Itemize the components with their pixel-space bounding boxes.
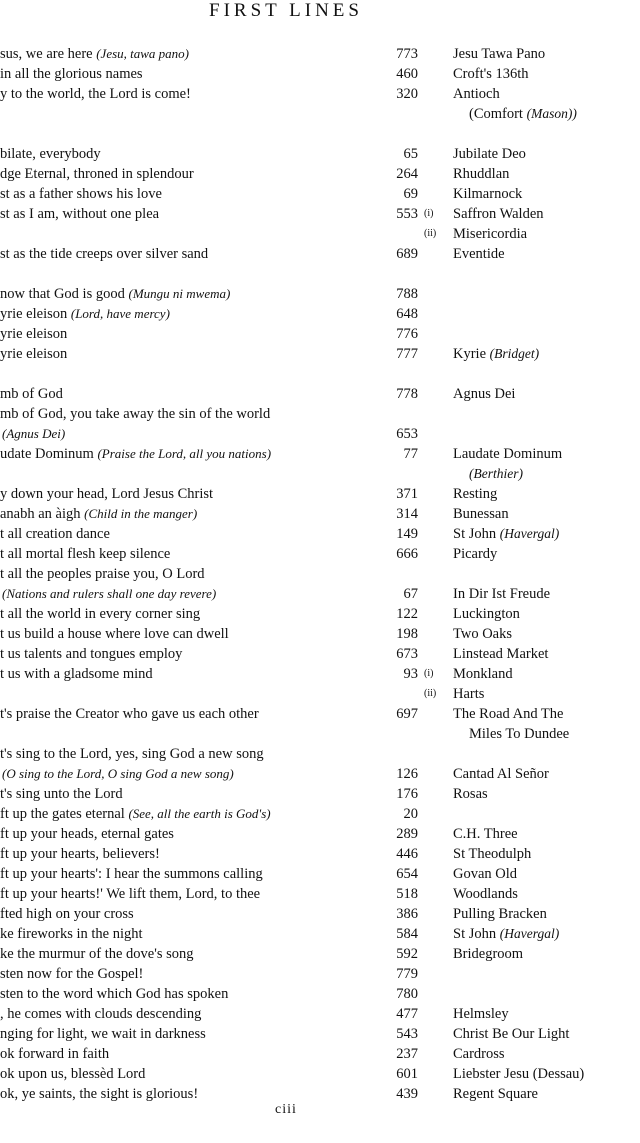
hymn-number: 122 (396, 606, 418, 622)
tune-title: Christ Be Our Light (453, 1026, 570, 1042)
index-entry (0, 684, 640, 704)
tune-title: Agnus Dei (453, 386, 516, 402)
hymn-number: 773 (396, 46, 418, 62)
index-entry (0, 444, 640, 484)
tune-title: St John (453, 926, 500, 942)
first-line: mb of God (0, 386, 63, 402)
tune-title: St Theodulph (453, 846, 532, 862)
tune-option-marker: (i) (424, 208, 434, 219)
index-entry (0, 584, 640, 604)
tune-title: Rosas (453, 786, 488, 802)
first-line-text (0, 304, 388, 324)
tune-name (453, 784, 640, 804)
hymn-number: 386 (396, 906, 418, 922)
first-line-translation: (Agnus Dei) (2, 426, 66, 441)
tune-name (453, 1024, 640, 1044)
tune-title: Eventide (453, 246, 505, 262)
tune-title: Two Oaks (453, 626, 512, 642)
first-line-text (0, 204, 388, 224)
tune-continuation (453, 104, 640, 124)
hymn-number: 673 (396, 646, 418, 662)
index-entry (0, 524, 640, 544)
tune-title: Jubilate Deo (453, 146, 526, 162)
tune-title: Luckington (453, 606, 520, 622)
first-line-translation: (Nations and rulers shall one day revere) (2, 586, 217, 601)
tune-title: Resting (453, 486, 498, 502)
first-line-translation: (Lord, have mercy) (70, 306, 170, 321)
first-line-text (0, 524, 388, 544)
tune-title: Woodlands (453, 886, 518, 902)
first-line: y to the world, the Lord is come! (0, 86, 191, 102)
first-line-text (0, 944, 388, 964)
index-entry (0, 1044, 640, 1064)
hymn-number: 371 (396, 486, 418, 502)
first-line: ok upon us, blessèd Lord (0, 1066, 146, 1082)
index-entry (0, 604, 640, 624)
first-line-text (0, 864, 388, 884)
first-line-text (0, 924, 388, 944)
first-line-text (0, 564, 388, 584)
first-line-text (0, 744, 388, 764)
first-line: sten now for the Gospel! (0, 966, 144, 982)
first-line-text (0, 1044, 388, 1064)
first-line: yrie eleison (0, 306, 71, 322)
tune-continuation-composer: (Mason)) (526, 106, 577, 121)
first-line: now that God is good (0, 286, 129, 302)
tune-title: Govan Old (453, 866, 518, 882)
first-line: ok forward in faith (0, 1046, 110, 1062)
index-entry (0, 844, 640, 864)
first-line: t all the world in every corner sing (0, 606, 201, 622)
hymn-number: 778 (396, 386, 418, 402)
hymn-number: 553 (396, 206, 418, 222)
tune-name (453, 484, 640, 504)
first-line-text (2, 584, 390, 604)
tune-name (453, 184, 640, 204)
first-line: nging for light, we wait in darkness (0, 1026, 206, 1042)
tune-title: In Dir Ist Freude (453, 586, 551, 602)
hymn-number: 198 (396, 626, 418, 642)
first-line: st as a father shows his love (0, 186, 162, 202)
hymn-number: 653 (396, 426, 418, 442)
tune-title: C.H. Three (453, 826, 518, 842)
first-line-translation: (Praise the Lord, all you nations) (97, 446, 272, 461)
tune-title: The Road And The (453, 706, 564, 722)
first-line: t all mortal flesh keep silence (0, 546, 171, 562)
tune-title: Jesu Tawa Pano (453, 46, 546, 62)
first-line: st as I am, without one plea (0, 206, 160, 222)
index-entry (0, 1024, 640, 1044)
first-line-text (0, 884, 388, 904)
index-entry (0, 804, 640, 824)
first-line: mb of God, you take away the sin of the world (0, 406, 271, 422)
hymn-number: 93 (403, 666, 418, 682)
hymn-number: 126 (396, 766, 418, 782)
index-entry (0, 224, 640, 244)
tune-name (453, 824, 640, 844)
hymn-number: 176 (396, 786, 418, 802)
tune-name (453, 444, 640, 484)
first-lines-index (0, 44, 640, 1104)
first-line: ft up your heads, eternal gates (0, 826, 174, 842)
first-line-text (0, 624, 388, 644)
hymn-number: 592 (396, 946, 418, 962)
first-line-text (0, 164, 388, 184)
tune-name (453, 864, 640, 884)
tune-title: St John (453, 526, 500, 542)
first-line-text (0, 144, 388, 164)
first-line-text (0, 964, 388, 984)
first-line: ft up your hearts!' We lift them, Lord, to thee (0, 886, 261, 902)
first-line-text (0, 84, 388, 104)
tune-title: Misericordia (453, 226, 528, 242)
tune-name (453, 684, 640, 704)
index-entry (0, 824, 640, 844)
tune-continuation (453, 724, 640, 744)
first-line-text (0, 904, 388, 924)
index-entry (0, 984, 640, 1004)
tune-option-marker: (ii) (424, 688, 437, 699)
first-line-text (0, 1004, 388, 1024)
index-entry (0, 544, 640, 564)
tune-title: Cantad Al Señor (453, 766, 549, 782)
first-line: st as the tide creeps over silver sand (0, 246, 209, 262)
tune-title: Picardy (453, 546, 498, 562)
first-line-text (0, 1064, 388, 1084)
tune-title: Bunessan (453, 506, 509, 522)
hymn-number: 67 (403, 586, 418, 602)
first-line: yrie eleison (0, 326, 68, 342)
first-line-text (0, 484, 388, 504)
index-entry (0, 344, 640, 364)
first-line: sten to the word which God has spoken (0, 986, 229, 1002)
index-entry (0, 384, 640, 404)
tune-option-marker: (i) (424, 668, 434, 679)
first-line-text (0, 704, 388, 724)
first-line-text (0, 844, 388, 864)
tune-name (453, 44, 640, 64)
first-line: ok, ye saints, the sight is glorious! (0, 1086, 199, 1102)
tune-continuation-text: Miles To Dundee (469, 726, 570, 742)
first-line: t us with a gladsome mind (0, 666, 153, 682)
tune-name (453, 164, 640, 184)
tune-name (453, 344, 640, 364)
index-entry (0, 744, 640, 764)
index-entry (0, 784, 640, 804)
tune-title: Kilmarnock (453, 186, 523, 202)
hymn-number: 264 (396, 166, 418, 182)
index-entry (0, 884, 640, 904)
index-entry (0, 704, 640, 744)
tune-name (453, 244, 640, 264)
first-line-text (2, 424, 390, 444)
index-entry (0, 944, 640, 964)
tune-title: Laudate Dominum (453, 446, 563, 462)
hymn-number: 654 (396, 866, 418, 882)
first-line-text (0, 284, 388, 304)
first-line-text (0, 384, 388, 404)
index-entry (0, 404, 640, 424)
first-line-text (0, 504, 388, 524)
first-line-text (0, 404, 388, 424)
spacer-row (0, 264, 640, 284)
index-entry (0, 904, 640, 924)
tune-composer: (Havergal) (499, 926, 560, 941)
index-entry (0, 484, 640, 504)
first-line-text (0, 984, 388, 1004)
index-entry (0, 624, 640, 644)
tune-name (453, 904, 640, 924)
tune-title: Bridegroom (453, 946, 524, 962)
first-line: ft up your hearts, believers! (0, 846, 160, 862)
hymn-number: 776 (396, 326, 418, 342)
index-entry (0, 1084, 640, 1104)
hymn-number: 314 (396, 506, 418, 522)
page-number: ciii (275, 1102, 297, 1117)
first-line-text (0, 64, 388, 84)
index-entry (0, 1064, 640, 1084)
tune-title: Pulling Bracken (453, 906, 547, 922)
hymn-number: 779 (396, 966, 418, 982)
tune-title: Harts (453, 686, 485, 702)
first-line-text (0, 604, 388, 624)
tune-continuation-text: (Comfort (469, 106, 527, 122)
hymn-number: 777 (396, 346, 418, 362)
hymn-number: 20 (403, 806, 418, 822)
first-line-text (0, 824, 388, 844)
first-line: ke fireworks in the night (0, 926, 143, 942)
first-line: dge Eternal, throned in splendour (0, 166, 194, 182)
first-line: t's sing unto the Lord (0, 786, 123, 802)
first-line: in all the glorious names (0, 66, 143, 82)
index-entry (0, 164, 640, 184)
tune-name (453, 624, 640, 644)
first-line: t us build a house where love can dwell (0, 626, 229, 642)
first-line: t's sing to the Lord, yes, sing God a new song (0, 746, 264, 762)
hymn-number: 666 (396, 546, 418, 562)
page-title: FIRST LINES (209, 0, 363, 21)
index-entry (0, 864, 640, 884)
tune-name (453, 64, 640, 84)
first-line-translation: (O sing to the Lord, O sing God a new song) (2, 766, 234, 781)
tune-name (453, 1084, 640, 1104)
tune-name (453, 524, 640, 544)
index-entry (0, 644, 640, 664)
hymn-number: 320 (396, 86, 418, 102)
hymn-number: 518 (396, 886, 418, 902)
first-line: , he comes with clouds descending (0, 1006, 202, 1022)
tune-name (453, 704, 640, 744)
index-entry (0, 204, 640, 224)
tune-name (453, 884, 640, 904)
first-line: sus, we are here (0, 46, 97, 62)
first-line-text (0, 344, 388, 364)
first-line: fted high on your cross (0, 906, 134, 922)
index-entry (0, 244, 640, 264)
tune-name (453, 544, 640, 564)
tune-name (453, 764, 640, 784)
tune-name (453, 664, 640, 684)
index-entry (0, 564, 640, 584)
index-entry (0, 424, 640, 444)
tune-name (453, 924, 640, 944)
index-entry (0, 184, 640, 204)
first-line-text (0, 784, 388, 804)
tune-name (453, 1004, 640, 1024)
tune-name (453, 84, 640, 124)
tune-name (453, 1044, 640, 1064)
index-entry (0, 304, 640, 324)
first-line-text (0, 1024, 388, 1044)
hymn-number: 77 (403, 446, 418, 462)
tune-name (453, 144, 640, 164)
tune-composer: (Havergal) (499, 526, 560, 541)
tune-title: Antioch (453, 86, 500, 102)
hymn-number: 237 (396, 1046, 418, 1062)
first-line-text (0, 544, 388, 564)
first-line: yrie eleison (0, 346, 68, 362)
tune-title: Kyrie (453, 346, 490, 362)
index-entry (0, 144, 640, 164)
tune-title: Saffron Walden (453, 206, 544, 222)
tune-option-marker: (ii) (424, 228, 437, 239)
hymn-number: 788 (396, 286, 418, 302)
tune-title: Regent Square (453, 1086, 538, 1102)
first-line: t all the peoples praise you, O Lord (0, 566, 205, 582)
first-line: t's praise the Creator who gave us each other (0, 706, 259, 722)
tune-name (453, 1064, 640, 1084)
first-line-text (0, 1084, 388, 1104)
tune-title: Helmsley (453, 1006, 509, 1022)
index-entry (0, 44, 640, 64)
first-line-text (0, 804, 388, 824)
hymn-number: 601 (396, 1066, 418, 1082)
index-entry (0, 64, 640, 84)
hymn-number: 65 (403, 146, 418, 162)
first-line: ft up your hearts': I hear the summons calling (0, 866, 263, 882)
first-line: y down your head, Lord Jesus Christ (0, 486, 214, 502)
index-entry (0, 1004, 640, 1024)
first-line: ft up the gates eternal (0, 806, 129, 822)
hymn-number: 289 (396, 826, 418, 842)
tune-name (453, 224, 640, 244)
index-entry (0, 764, 640, 784)
first-line-text (0, 184, 388, 204)
first-line-text (2, 764, 390, 784)
hymn-number: 648 (396, 306, 418, 322)
tune-continuation (453, 464, 640, 484)
hymn-number: 543 (396, 1026, 418, 1042)
index-entry (0, 664, 640, 684)
first-line-text (0, 644, 388, 664)
hymn-number: 439 (396, 1086, 418, 1102)
first-line-translation: (Jesu, tawa pano) (96, 46, 190, 61)
index-entry (0, 964, 640, 984)
index-entry (0, 924, 640, 944)
tune-name (453, 504, 640, 524)
tune-title: Liebster Jesu (Dessau) (453, 1066, 585, 1082)
tune-title: Croft's 136th (453, 66, 529, 82)
hymn-number: 584 (396, 926, 418, 942)
first-line-text (0, 664, 388, 684)
first-line: bilate, everybody (0, 146, 101, 162)
spacer-row (0, 364, 640, 384)
tune-name (453, 384, 640, 404)
index-entry (0, 324, 640, 344)
hymn-number: 446 (396, 846, 418, 862)
tune-composer: (Bridget) (489, 346, 540, 361)
tune-name (453, 584, 640, 604)
first-line: udate Dominum (0, 446, 98, 462)
hymn-number: 689 (396, 246, 418, 262)
hymn-number: 149 (396, 526, 418, 542)
hymn-number: 780 (396, 986, 418, 1002)
first-line: t all creation dance (0, 526, 110, 542)
first-line: ke the murmur of the dove's song (0, 946, 194, 962)
tune-name (453, 204, 640, 224)
spacer-row (0, 124, 640, 144)
tune-name (453, 604, 640, 624)
first-line-text (0, 324, 388, 344)
tune-title: Cardross (453, 1046, 505, 1062)
tune-name (453, 944, 640, 964)
first-line-translation: (See, all the earth is God's) (128, 806, 271, 821)
hymn-number: 460 (396, 66, 418, 82)
first-line-text (0, 44, 388, 64)
hymn-number: 69 (403, 186, 418, 202)
tune-continuation-composer: (Berthier) (469, 466, 523, 481)
index-entry (0, 284, 640, 304)
first-line-text (0, 444, 388, 464)
tune-title: Linstead Market (453, 646, 549, 662)
index-entry (0, 504, 640, 524)
hymn-number: 477 (396, 1006, 418, 1022)
hymn-number: 697 (396, 706, 418, 722)
index-entry (0, 84, 640, 124)
tune-name (453, 644, 640, 664)
tune-name (453, 844, 640, 864)
tune-title: Rhuddlan (453, 166, 510, 182)
first-line-text (0, 244, 388, 264)
first-line: t us talents and tongues employ (0, 646, 183, 662)
first-line: anabh an àigh (0, 506, 85, 522)
first-line-translation: (Child in the manger) (84, 506, 198, 521)
tune-title: Monkland (453, 666, 513, 682)
first-line-translation: (Mungu ni mwema) (128, 286, 231, 301)
